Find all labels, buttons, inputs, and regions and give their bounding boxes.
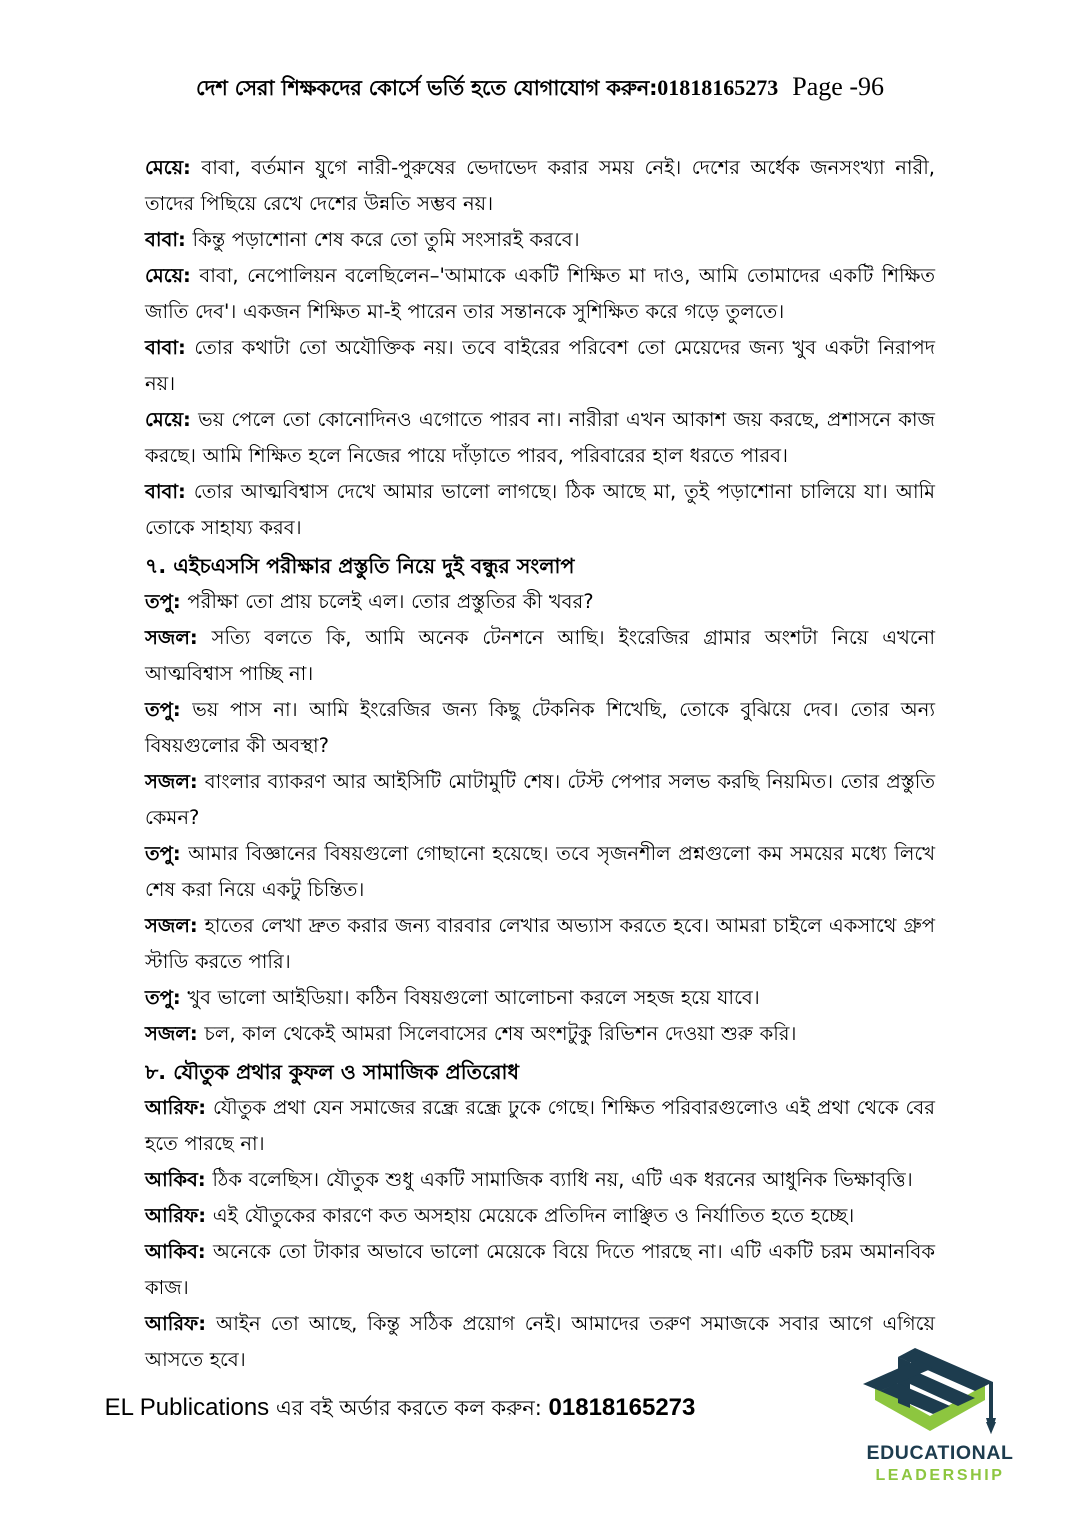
dialogue-text: আমার বিজ্ঞানের বিষয়গুলো গোছানো হয়েছে। তবে সৃজনশীল প্রশ্নগুলো কম সময়ের মধ্যে লিখে শেষ করা নিয়ে একটু চিন্তিত। bbox=[145, 842, 935, 901]
dialogue-line bbox=[145, 584, 935, 620]
dialogue-text: তোর আত্মবিশ্বাস দেখে আমার ভালো লাগছে। ঠিক আছে মা, তুই পড়াশোনা চালিয়ে যা। আমি তোকে সাহায্য করব। bbox=[145, 480, 935, 539]
dialogue-speaker: বাবা: bbox=[145, 480, 186, 503]
dialogue-speaker: সজল: bbox=[145, 1022, 198, 1045]
dialogue-text: তোর কথাটা তো অযৌক্তিক নয়। তবে বাইরের পরিবেশ তো মেয়েদের জন্য খুব একটা নিরাপদ নয়। bbox=[145, 336, 935, 395]
dialogue-line bbox=[145, 258, 935, 330]
dialogue-text: আইন তো আছে, কিন্তু সঠিক প্রয়োগ নেই। আমাদের তরুণ সমাজকে সবার আগে এগিয়ে আসতে হবে। bbox=[145, 1312, 935, 1371]
dialogue-line bbox=[145, 222, 935, 258]
dialogue-speaker: সজল: bbox=[145, 770, 198, 793]
page-content bbox=[145, 150, 935, 1378]
dialogue-speaker: মেয়ে: bbox=[145, 264, 191, 287]
dialogue-text: ঠিক বলেছিস। যৌতুক শুধু একটি সামাজিক ব্যাধি নয়, এটি এক ধরনের আধুনিক ভিক্ষাবৃত্তি। bbox=[205, 1168, 913, 1191]
section-heading: ৭. এইচএসসি পরীক্ষার প্রস্তুতি নিয়ে দুই বন্ধুর সংলাপ bbox=[145, 554, 575, 578]
dialogue-line bbox=[145, 1016, 935, 1052]
dialogue-text: বাংলার ব্যাকরণ আর আইসিটি মোটামুটি শেষ। টেস্ট পেপার সলভ করছি নিয়মিত। তোর প্রস্তুতি কেমন? bbox=[145, 770, 935, 829]
dialogue-speaker: আরিফ: bbox=[145, 1312, 207, 1335]
dialogue-text: ভয় পাস না। আমি ইংরেজির জন্য কিছু টেকনিক শিখেছি, তোকে বুঝিয়ে দেব। তোর অন্য বিষয়গুলোর কী অবস্থা? bbox=[145, 698, 935, 757]
dialogue-line bbox=[145, 1198, 935, 1234]
dialogue-speaker: মেয়ে: bbox=[145, 156, 191, 179]
dialogue-speaker: তপু: bbox=[145, 842, 181, 865]
dialogue-speaker: তপু: bbox=[145, 698, 181, 721]
dialogue-line bbox=[145, 1090, 935, 1162]
dialogue-line bbox=[145, 1234, 935, 1306]
dialogue-line bbox=[145, 150, 935, 222]
dialogue-line bbox=[145, 980, 935, 1016]
dialogue-text: এই যৌতুকের কারণে কত অসহায় মেয়েকে প্রতিদিন লাঞ্ছিত ও নির্যাতিত হতে হচ্ছে। bbox=[206, 1204, 855, 1227]
dialogue-speaker: আকিব: bbox=[145, 1168, 206, 1191]
dialogue-text: সত্যি বলতে কি, আমি অনেক টেনশনে আছি। ইংরেজির গ্রামার অংশটা নিয়ে এখনো আত্মবিশ্বাস পাচ্ছি না। bbox=[145, 626, 935, 685]
dialogue-speaker: আরিফ: bbox=[145, 1096, 207, 1119]
dialogue-line bbox=[145, 330, 935, 402]
dialogue-text: হাতের লেখা দ্রুত করার জন্য বারবার লেখার অভ্যাস করতে হবে। আমরা চাইলে একসাথে গ্রুপ স্টাডি করতে পারি। bbox=[145, 914, 935, 973]
section-heading: ৮. যৌতুক প্রথার কুফল ও সামাজিক প্রতিরোধ bbox=[145, 1060, 519, 1084]
dialogue-speaker: বাবা: bbox=[145, 228, 186, 251]
header-bengali-text: দেশ সেরা শিক্ষকদের কোর্সে ভর্তি হতে যোগাযোগ করুন: bbox=[196, 76, 658, 100]
dialogue-text: যৌতুক প্রথা যেন সমাজের রন্ধ্রে রন্ধ্রে ঢুকে গেছে। শিক্ষিত পরিবারগুলোও এই প্রথা থেকে বের হতে পারছে না। bbox=[145, 1096, 935, 1155]
dialogue-speaker: মেয়ে: bbox=[145, 408, 191, 431]
educational-leadership-logo bbox=[845, 1338, 1035, 1498]
dialogue-text: খুব ভালো আইডিয়া। কঠিন বিষয়গুলো আলোচনা করলে সহজ হয়ে যাবে। bbox=[180, 986, 760, 1009]
dialogue-text: পরীক্ষা তো প্রায় চলেই এল। তোর প্রস্তুতির কী খবর? bbox=[180, 590, 594, 613]
dialogue-speaker: তপু: bbox=[145, 590, 181, 613]
page-header bbox=[0, 72, 1080, 107]
logo-word-educational: EDUCATIONAL bbox=[866, 1442, 1014, 1464]
dialogue-line bbox=[145, 836, 935, 908]
dialogue-line bbox=[145, 692, 935, 764]
dialogue-line bbox=[145, 474, 935, 546]
dialogue-line bbox=[145, 1162, 935, 1198]
dialogue-text: কিন্তু পড়াশোনা শেষ করে তো তুমি সংসারই করবে। bbox=[185, 228, 580, 251]
dialogue-speaker: আকিব: bbox=[145, 1240, 206, 1263]
header-phone-number: 01818165273 bbox=[657, 75, 779, 100]
dialogue-text: চল, কাল থেকেই আমরা সিলেবাসের শেষ অংশটুকু রিভিশন দেওয়া শুরু করি। bbox=[197, 1022, 797, 1045]
dialogue-speaker: আরিফ: bbox=[145, 1204, 207, 1227]
dialogue-speaker: সজল: bbox=[145, 914, 198, 937]
dialogue-line bbox=[145, 402, 935, 474]
dialogue-line bbox=[145, 1306, 935, 1378]
dialogue-text: বাবা, বর্তমান যুগে নারী-পুরুষের ভেদাভেদ করার সময় নেই। দেশের অর্ধেক জনসংখ্যা নারী, তাদের পিছিয়ে রেখে দেশের উন্নতি সম্ভব নয়। bbox=[145, 156, 935, 215]
dialogue-text: অনেকে তো টাকার অভাবে ভালো মেয়েকে বিয়ে দিতে পারছে না। এটি একটি চরম অমানবিক কাজ। bbox=[145, 1240, 935, 1299]
dialogue-text: ভয় পেলে তো কোনোদিনও এগোতে পারব না। নারীরা এখন আকাশ জয় করছে, প্রশাসনে কাজ করছে। আমি শিক্ষিত হলে নিজের পায়ে দাঁড়াতে পারব, পরিবারের হাল ধরতে পারব। bbox=[145, 408, 935, 467]
dialogue-speaker: বাবা: bbox=[145, 336, 186, 359]
graduation-cap-icon bbox=[855, 1338, 1005, 1443]
dialogue-line bbox=[145, 908, 935, 980]
dialogue-speaker: তপু: bbox=[145, 986, 181, 1009]
footer-brand-name: EL Publications bbox=[104, 1394, 270, 1421]
dialogue-line bbox=[145, 620, 935, 692]
footer-phone-number: 01818165273 bbox=[548, 1394, 696, 1421]
footer-order-line bbox=[0, 1392, 800, 1427]
dialogue-line bbox=[145, 764, 935, 836]
dialogue-text: বাবা, নেপোলিয়ন বলেছিলেন–'আমাকে একটি শিক্ষিত মা দাও, আমি তোমাদের একটি শিক্ষিত জাতি দেব'। একজন শিক্ষিত মা-ই পারেন তার সন্তানকে সুশিক্ষিত করে গড়ে তুলতে। bbox=[145, 264, 935, 323]
dialogue-speaker: সজল: bbox=[145, 626, 198, 649]
page-number-label: Page -96 bbox=[792, 72, 884, 101]
footer-bengali-text: এর বই অর্ডার করতে কল করুন: bbox=[269, 1396, 549, 1420]
logo-word-leadership: LEADERSHIP bbox=[875, 1467, 1005, 1484]
